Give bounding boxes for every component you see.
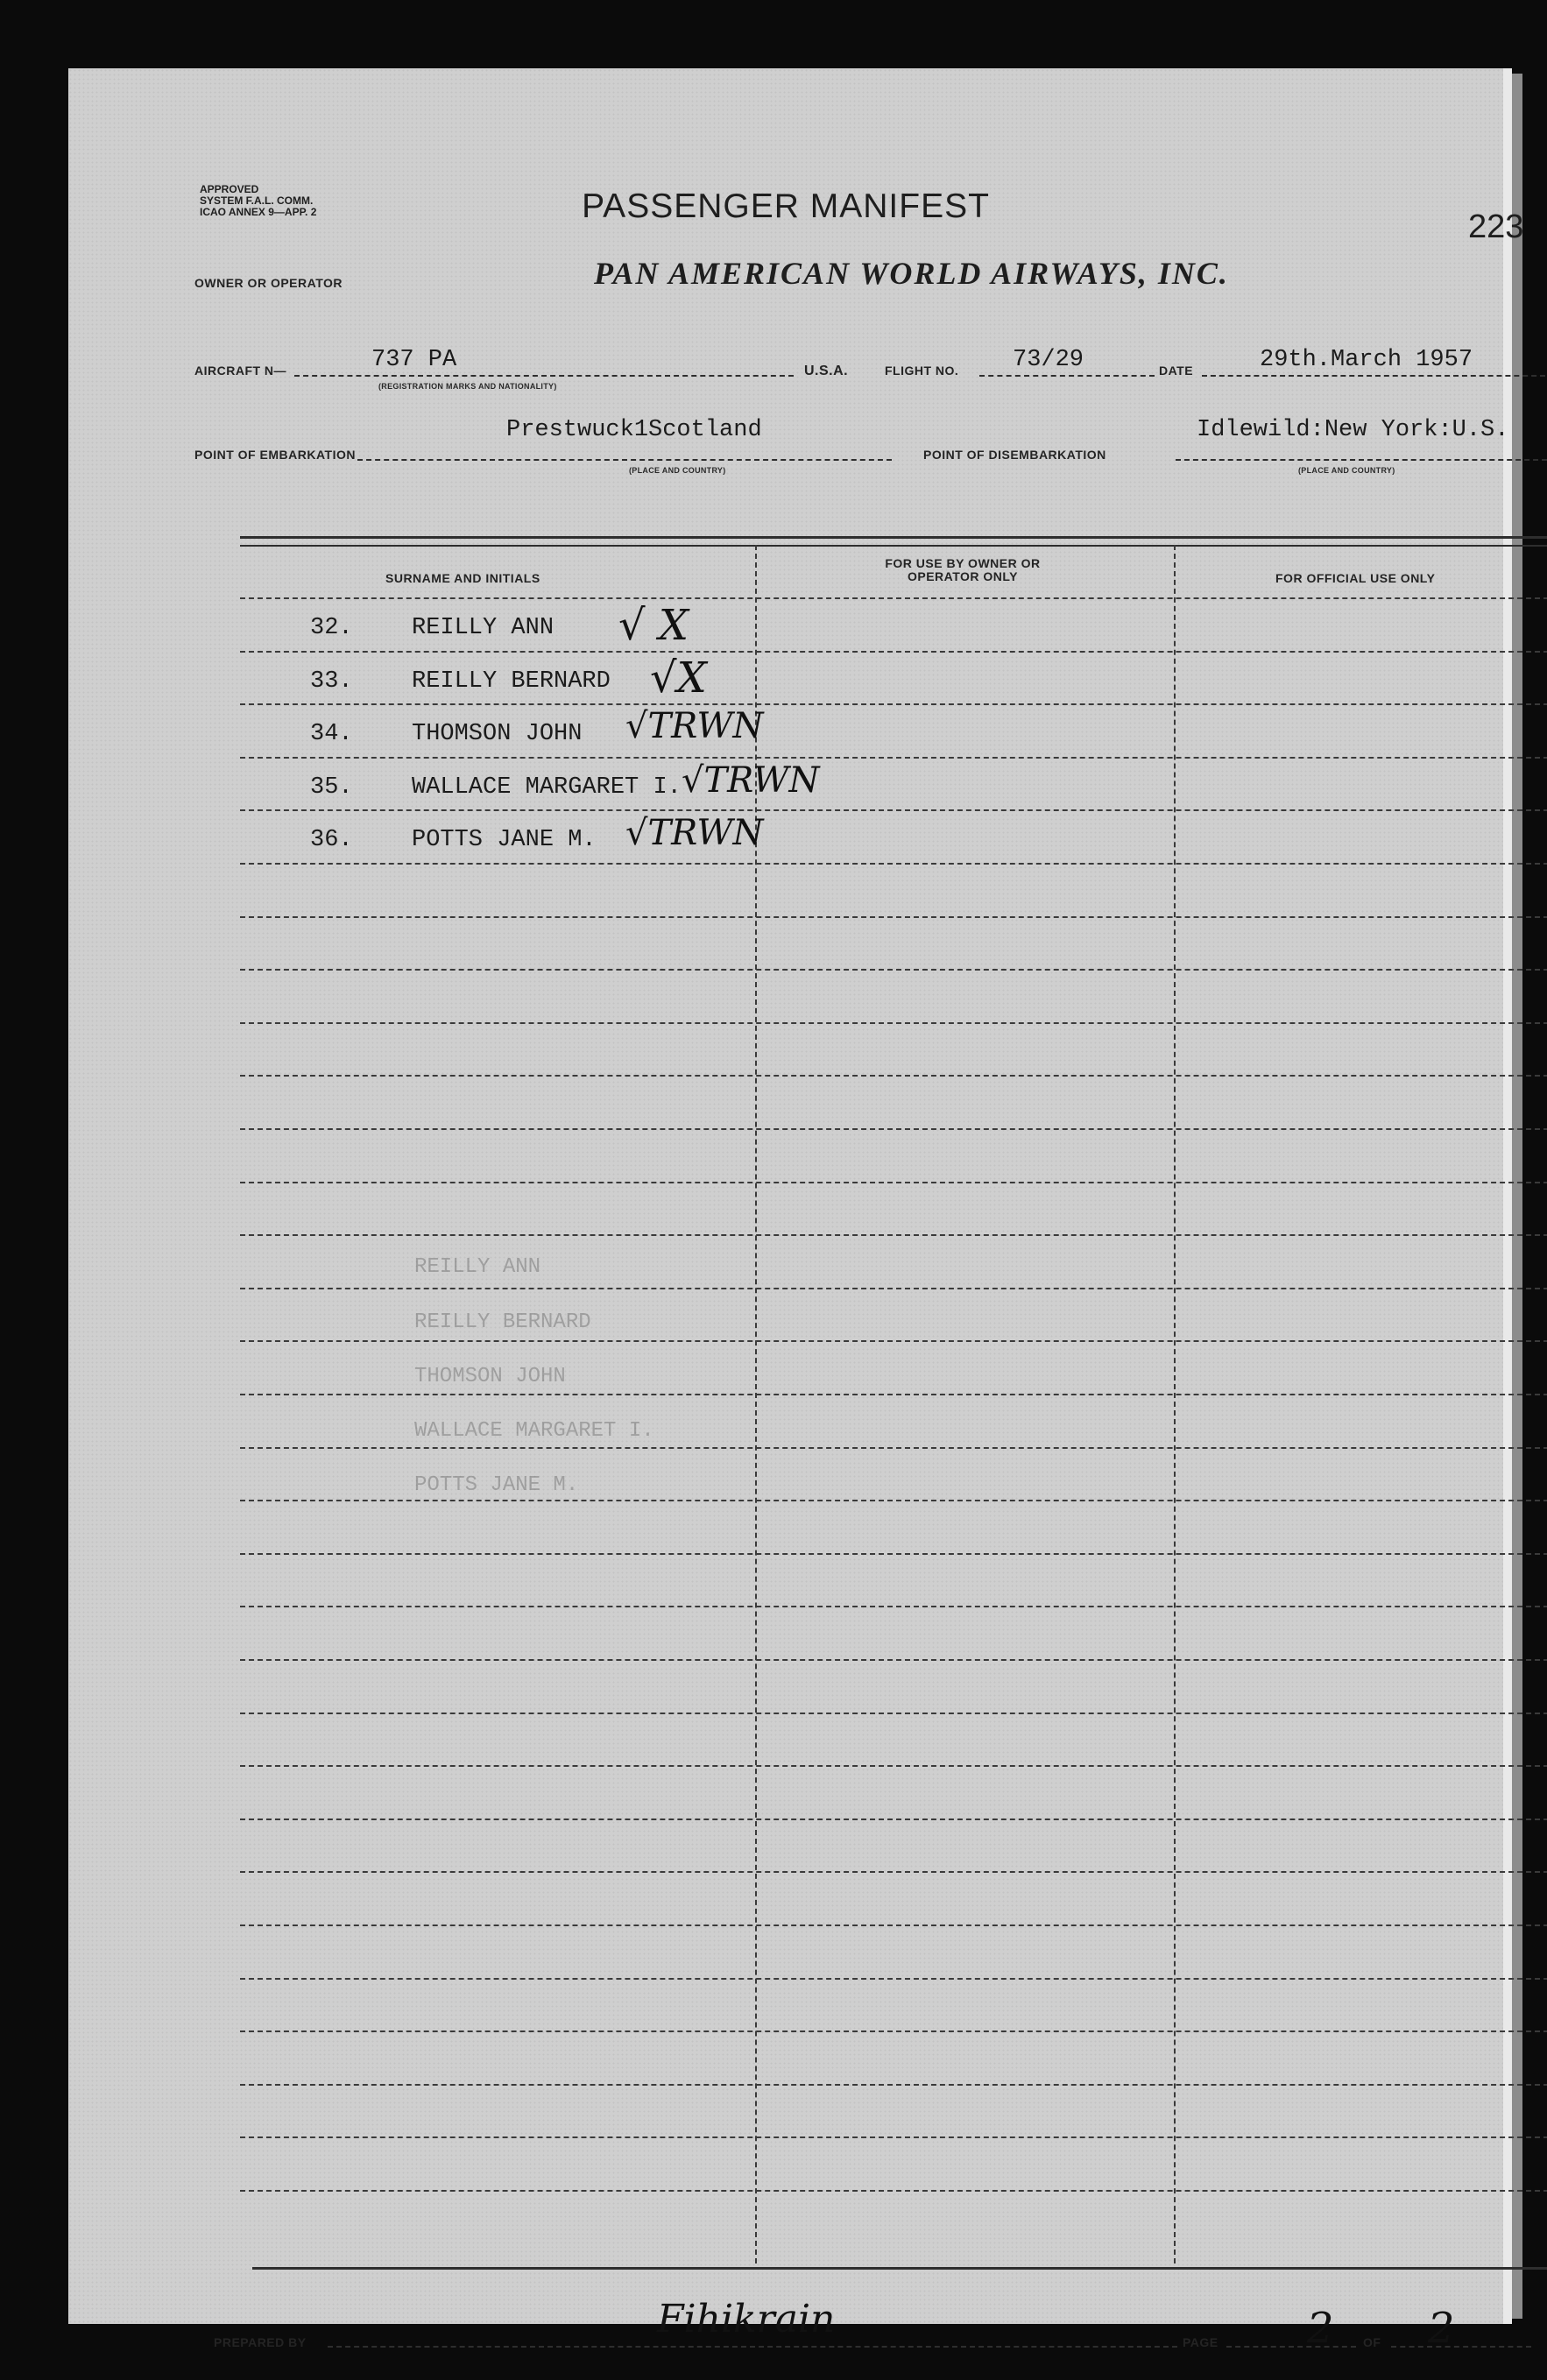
row-rule — [240, 597, 1547, 599]
row-rule — [240, 1182, 1547, 1183]
row-rule — [240, 916, 1547, 918]
column-divider-1 — [755, 545, 757, 2263]
column-header-owner: FOR USE BY OWNER OR OPERATOR ONLY — [885, 556, 1041, 583]
passenger-name: WALLACE MARGARET I. — [412, 774, 682, 801]
page-label: PAGE — [1183, 2335, 1219, 2349]
table-top-rule-2 — [240, 545, 1547, 547]
row-rule — [240, 1978, 1547, 1980]
column-divider-2 — [1174, 545, 1176, 2263]
of-rule — [1391, 2346, 1531, 2348]
table-top-rule — [240, 536, 1547, 539]
row-rule — [240, 1234, 1547, 1236]
approval-stamp: APPROVED SYSTEM F.A.L. COMM. ICAO ANNEX 9—APP. 2 — [200, 183, 317, 218]
row-number: 35. — [310, 774, 353, 801]
date-label: DATE — [1159, 364, 1194, 378]
handwritten-mark: √TRWN — [625, 706, 764, 746]
row-rule — [240, 1022, 1547, 1024]
date-rule — [1202, 375, 1545, 377]
disembarkation-rule — [1176, 459, 1547, 461]
column-header-names: SURNAME AND INITIALS — [385, 571, 540, 585]
row-rule — [240, 1500, 1547, 1501]
row-rule — [240, 2136, 1547, 2138]
row-rule — [240, 1924, 1547, 1926]
disembarkation-value: Idlewild:New York:U.S. — [1197, 417, 1509, 443]
row-rule — [240, 1765, 1547, 1767]
column-header-official: FOR OFFICIAL USE ONLY — [1275, 571, 1436, 585]
flight-number-label: FLIGHT NO. — [885, 364, 959, 378]
aircraft-value: 737 PA — [371, 347, 457, 373]
page-number: 223 — [1468, 208, 1524, 245]
handwritten-mark: √TRWN — [625, 813, 764, 853]
manifest-sheet — [68, 68, 1524, 2353]
row-rule — [240, 1447, 1547, 1449]
row-rule — [240, 2190, 1547, 2192]
row-rule — [240, 969, 1547, 971]
registration-caption: (REGISTRATION MARKS AND NATIONALITY) — [378, 382, 557, 391]
ghost-name: THOMSON JOHN — [414, 1365, 566, 1388]
aircraft-label: AIRCRAFT N— — [194, 364, 287, 378]
embarkation-caption: (PLACE AND COUNTRY) — [629, 466, 726, 475]
row-number: 34. — [310, 721, 353, 747]
handwritten-mark: √TRWN — [682, 760, 820, 801]
page-value: 2 — [1307, 2304, 1334, 2353]
document-title: PASSENGER MANIFEST — [582, 187, 990, 225]
row-number: 36. — [310, 827, 353, 853]
ghost-name: REILLY ANN — [414, 1255, 541, 1279]
row-rule — [240, 1340, 1547, 1342]
handwritten-mark: √X — [650, 653, 707, 703]
owner-label: OWNER OR OPERATOR — [194, 276, 343, 290]
row-rule — [240, 757, 1547, 759]
prepared-by-rule — [328, 2346, 1177, 2348]
embarkation-rule — [357, 459, 892, 461]
ghost-name: REILLY BERNARD — [414, 1310, 591, 1334]
of-label: OF — [1363, 2335, 1381, 2349]
date-value: 29th.March 1957 — [1260, 347, 1473, 373]
ghost-name: WALLACE MARGARET I. — [414, 1419, 654, 1443]
embarkation-value: Prestwuck1Scotland — [506, 417, 762, 443]
row-rule — [240, 1288, 1547, 1289]
row-rule — [240, 1819, 1547, 1820]
signature: Fihikrain — [657, 2297, 836, 2341]
flight-number-value: 73/29 — [1013, 347, 1084, 373]
row-rule — [240, 651, 1547, 653]
flight-number-rule — [979, 375, 1155, 377]
company-name: PAN AMERICAN WORLD AIRWAYS, INC. — [594, 256, 1229, 291]
row-rule — [240, 703, 1547, 705]
row-rule — [240, 1606, 1547, 1607]
row-rule — [240, 1075, 1547, 1077]
prepared-by-label: PREPARED BY — [214, 2335, 307, 2349]
row-rule — [240, 1713, 1547, 1714]
of-value: 2 — [1428, 2304, 1455, 2353]
row-rule — [240, 1871, 1547, 1873]
disembarkation-label: POINT OF DISEMBARKATION — [923, 448, 1106, 462]
embarkation-label: POINT OF EMBARKATION — [194, 448, 356, 462]
row-rule — [240, 1128, 1547, 1130]
row-rule — [240, 1394, 1547, 1395]
passenger-name: REILLY ANN — [412, 615, 555, 641]
page-rule — [1226, 2346, 1356, 2348]
row-number: 32. — [310, 615, 353, 641]
country-label: U.S.A. — [804, 364, 849, 378]
disembarkation-caption: (PLACE AND COUNTRY) — [1298, 466, 1395, 475]
passenger-name: POTTS JANE M. — [412, 827, 597, 853]
row-rule — [240, 2030, 1547, 2032]
table-bottom-rule — [252, 2267, 1547, 2270]
handwritten-mark: √ X — [618, 601, 689, 650]
row-rule — [240, 863, 1547, 865]
row-number: 33. — [310, 668, 353, 695]
passenger-name: THOMSON JOHN — [412, 721, 583, 747]
row-rule — [240, 1553, 1547, 1555]
ghost-name: POTTS JANE M. — [414, 1473, 579, 1497]
aircraft-rule — [294, 375, 794, 377]
row-rule — [240, 809, 1547, 811]
row-rule — [240, 1659, 1547, 1661]
passenger-name: REILLY BERNARD — [412, 668, 611, 695]
row-rule — [240, 2084, 1547, 2086]
